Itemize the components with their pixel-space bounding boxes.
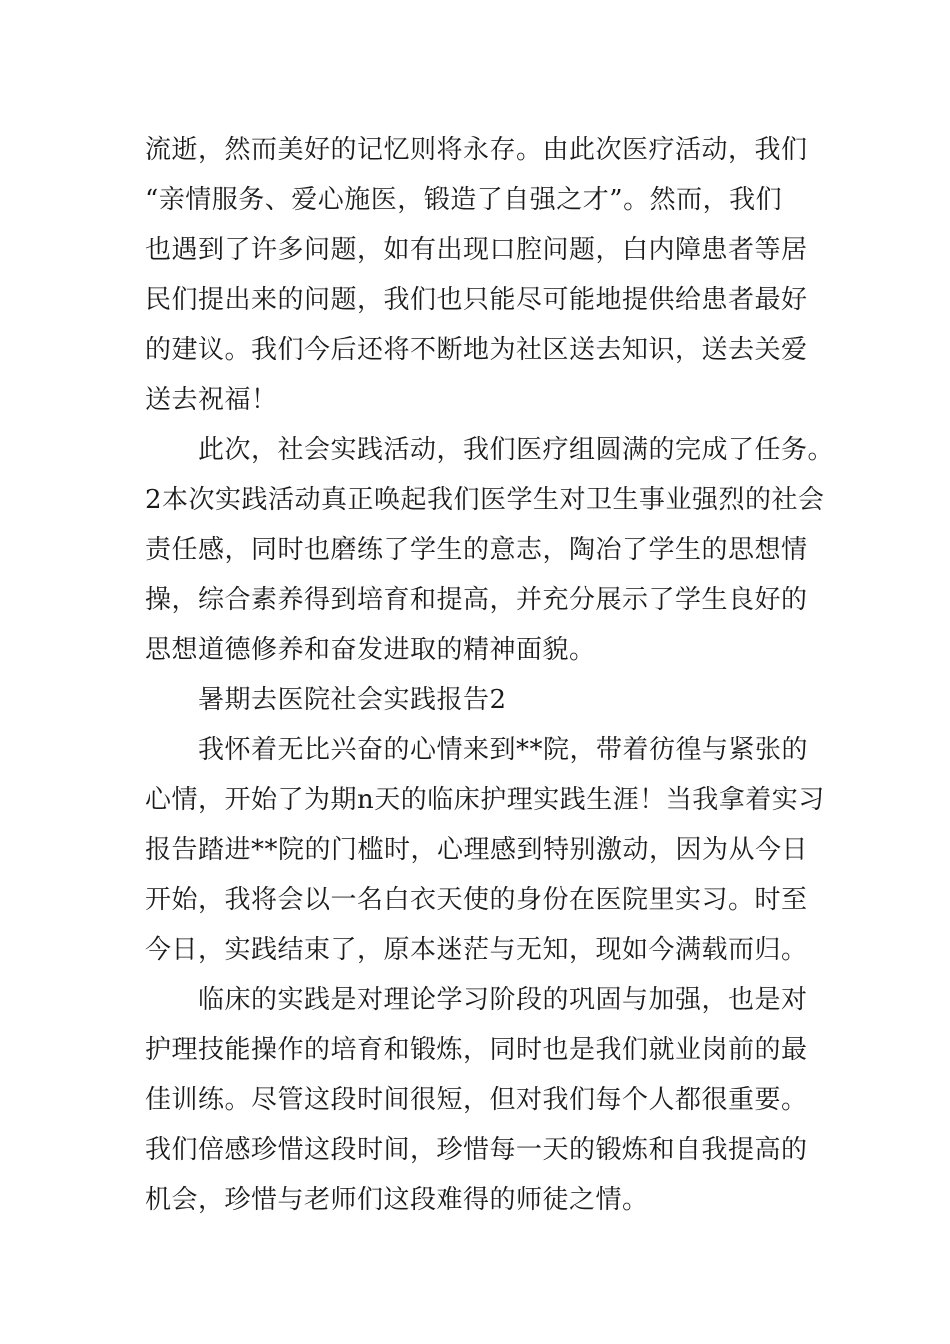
paragraph-line: “亲情服务、爱心施医，锻造了自强之才”。然而，我们 bbox=[145, 185, 783, 215]
paragraph-line: 思想道德修养和奋发进取的精神面貌。 bbox=[145, 635, 596, 665]
paragraph-line: 心情，开始了为期n天的临床护理实践生涯！当我拿着实习 bbox=[145, 785, 825, 815]
paragraph-line: 的建议。我们今后还将不断地为社区送去知识，送去关爱 bbox=[145, 335, 808, 365]
section-heading: 暑期去医院社会实践报告2 bbox=[198, 685, 507, 715]
paragraph-line: 机会，珍惜与老师们这段难得的师徒之情。 bbox=[145, 1185, 649, 1215]
paragraph-line: 报告踏进**院的门槛时，心理感到特别激动，因为从今日 bbox=[145, 835, 809, 865]
paragraph-line: 此次，社会实践活动，我们医疗组圆满的完成了任务。 bbox=[198, 435, 835, 465]
paragraph-line: 临床的实践是对理论学习阶段的巩固与加强，也是对 bbox=[198, 985, 808, 1015]
paragraph-line: 佳训练。尽管这段时间很短，但对我们每个人都很重要。 bbox=[145, 1085, 808, 1115]
paragraph-line: 今日，实践结束了，原本迷茫与无知，现如今满载而归。 bbox=[145, 935, 808, 965]
paragraph-line: 开始，我将会以一名白衣天使的身份在医院里实习。时至 bbox=[145, 885, 808, 915]
paragraph-line: 责任感，同时也磨练了学生的意志，陶冶了学生的思想情 bbox=[145, 535, 808, 565]
paragraph-line: 2本次实践活动真正唤起我们医学生对卫生事业强烈的社会 bbox=[145, 485, 825, 515]
paragraph-line: 也遇到了许多问题，如有出现口腔问题，白内障患者等居 bbox=[145, 235, 808, 265]
paragraph-line: 送去祝福！ bbox=[145, 385, 278, 415]
paragraph-line: 操，综合素养得到培育和提高，并充分展示了学生良好的 bbox=[145, 585, 808, 615]
paragraph-line: 民们提出来的问题，我们也只能尽可能地提供给患者最好 bbox=[145, 285, 808, 315]
paragraph-line: 护理技能操作的培育和锻炼，同时也是我们就业岗前的最 bbox=[145, 1035, 808, 1065]
paragraph-line: 流逝，然而美好的记忆则将永存。由此次医疗活动，我们 bbox=[145, 135, 808, 165]
paragraph-line: 我怀着无比兴奋的心情来到**院，带着彷徨与紧张的 bbox=[198, 735, 809, 765]
paragraph-line: 我们倍感珍惜这段时间，珍惜每一天的锻炼和自我提高的 bbox=[145, 1135, 808, 1165]
